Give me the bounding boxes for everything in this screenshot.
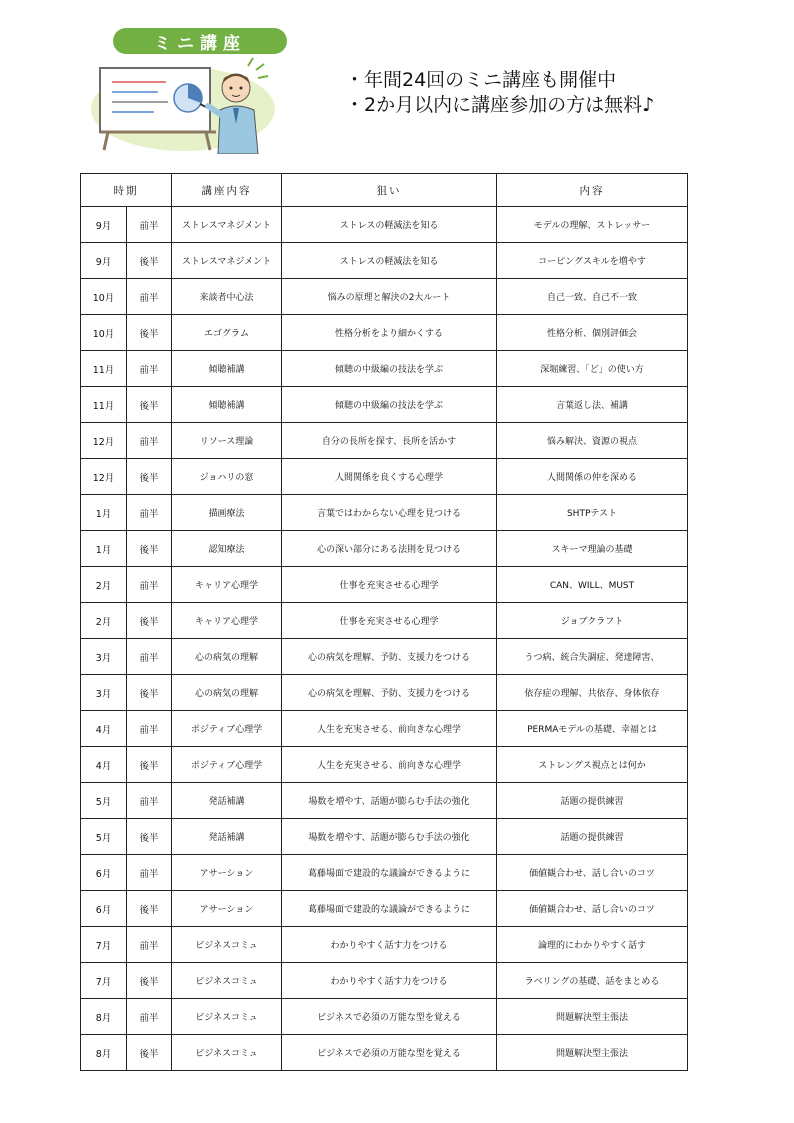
content-cell: ジョブクラフト bbox=[497, 603, 688, 639]
course-cell: ビジネスコミュ bbox=[172, 1035, 282, 1071]
half-cell: 前半 bbox=[127, 495, 172, 531]
table-row bbox=[81, 999, 688, 1035]
half-cell: 後半 bbox=[127, 819, 172, 855]
half-cell: 後半 bbox=[127, 603, 172, 639]
notice-line-annual: ・年間24回のミニ講座も開催中 bbox=[345, 69, 617, 91]
aim-cell: 葛藤場面で建設的な議論ができるように bbox=[282, 891, 497, 927]
month-cell: 4月 bbox=[81, 747, 127, 783]
month-cell: 2月 bbox=[81, 567, 127, 603]
course-cell: 来談者中心法 bbox=[172, 279, 282, 315]
course-cell: 心の病気の理解 bbox=[172, 639, 282, 675]
table-row bbox=[81, 639, 688, 675]
notice-line-free: ・2か月以内に講座参加の方は無料♪ bbox=[345, 94, 655, 116]
half-cell: 前半 bbox=[127, 711, 172, 747]
course-cell: 発話補講 bbox=[172, 819, 282, 855]
course-cell: ポジティブ心理学 bbox=[172, 711, 282, 747]
table-row bbox=[81, 243, 688, 279]
course-cell: ポジティブ心理学 bbox=[172, 747, 282, 783]
aim-cell: 傾聴の中級編の技法を学ぶ bbox=[282, 351, 497, 387]
half-cell: 後半 bbox=[127, 459, 172, 495]
aim-cell: 仕事を充実させる心理学 bbox=[282, 567, 497, 603]
content-cell: ラベリングの基礎、話をまとめる bbox=[497, 963, 688, 999]
content-cell: 話題の提供練習 bbox=[497, 819, 688, 855]
month-cell: 10月 bbox=[81, 315, 127, 351]
content-cell: スキーマ理論の基礎 bbox=[497, 531, 688, 567]
month-cell: 7月 bbox=[81, 927, 127, 963]
aim-cell: 仕事を充実させる心理学 bbox=[282, 603, 497, 639]
course-cell: 発話補講 bbox=[172, 783, 282, 819]
table-row bbox=[81, 603, 688, 639]
table-row bbox=[81, 279, 688, 315]
table-row bbox=[81, 567, 688, 603]
month-cell: 10月 bbox=[81, 279, 127, 315]
half-cell: 前半 bbox=[127, 567, 172, 603]
aim-cell: 悩みの原理と解決の2大ルート bbox=[282, 279, 497, 315]
content-cell: モデルの理解、ストレッサー bbox=[497, 207, 688, 243]
aim-cell: 言葉ではわからない心理を見つける bbox=[282, 495, 497, 531]
month-cell: 9月 bbox=[81, 243, 127, 279]
content-cell: ストレングス視点とは何か bbox=[497, 747, 688, 783]
aim-cell: 場数を増やす、話題が膨らむ手法の強化 bbox=[282, 783, 497, 819]
aim-cell: ストレスの軽減法を知る bbox=[282, 243, 497, 279]
half-cell: 前半 bbox=[127, 927, 172, 963]
content-cell: PERMAモデルの基礎、幸福とは bbox=[497, 711, 688, 747]
course-cell: 心の病気の理解 bbox=[172, 675, 282, 711]
half-cell: 後半 bbox=[127, 531, 172, 567]
aim-cell: 場数を増やす、話題が膨らむ手法の強化 bbox=[282, 819, 497, 855]
content-cell: 問題解決型主張法 bbox=[497, 1035, 688, 1071]
course-cell: 傾聴補講 bbox=[172, 351, 282, 387]
content-cell: 依存症の理解、共依存、身体依存 bbox=[497, 675, 688, 711]
aim-cell: 性格分析をより細かくする bbox=[282, 315, 497, 351]
half-cell: 後半 bbox=[127, 315, 172, 351]
aim-cell: 心の病気を理解、予防、支援力をつける bbox=[282, 675, 497, 711]
content-cell: 問題解決型主張法 bbox=[497, 999, 688, 1035]
month-cell: 11月 bbox=[81, 387, 127, 423]
table-row bbox=[81, 351, 688, 387]
table-row bbox=[81, 819, 688, 855]
half-cell: 前半 bbox=[127, 207, 172, 243]
course-cell: アサーション bbox=[172, 855, 282, 891]
month-cell: 5月 bbox=[81, 783, 127, 819]
content-cell: 人間関係の仲を深める bbox=[497, 459, 688, 495]
course-cell: ビジネスコミュ bbox=[172, 927, 282, 963]
half-cell: 後半 bbox=[127, 243, 172, 279]
aim-cell: ビジネスで必須の万能な型を覚える bbox=[282, 999, 497, 1035]
mini-lecture-badge bbox=[113, 28, 287, 54]
table-row bbox=[81, 531, 688, 567]
aim-cell: 心の病気を理解、予防、支援力をつける bbox=[282, 639, 497, 675]
content-cell: SHTPテスト bbox=[497, 495, 688, 531]
course-cell: ビジネスコミュ bbox=[172, 963, 282, 999]
table-row bbox=[81, 387, 688, 423]
lecture-schedule-table bbox=[80, 173, 688, 1071]
half-cell: 後半 bbox=[127, 747, 172, 783]
header-period: 時期 bbox=[81, 174, 172, 207]
table-row bbox=[81, 459, 688, 495]
table-row bbox=[81, 207, 688, 243]
content-cell: 言葉返し法、補講 bbox=[497, 387, 688, 423]
content-cell: うつ病、統合失調症、発達障害、 bbox=[497, 639, 688, 675]
month-cell: 7月 bbox=[81, 963, 127, 999]
content-cell: 性格分析、個別評価会 bbox=[497, 315, 688, 351]
content-cell: 価値観合わせ、話し合いのコツ bbox=[497, 855, 688, 891]
course-cell: ジョハリの窓 bbox=[172, 459, 282, 495]
content-cell: 悩み解決、資源の視点 bbox=[497, 423, 688, 459]
month-cell: 6月 bbox=[81, 891, 127, 927]
half-cell: 前半 bbox=[127, 855, 172, 891]
half-cell: 後半 bbox=[127, 387, 172, 423]
course-cell: 認知療法 bbox=[172, 531, 282, 567]
half-cell: 前半 bbox=[127, 351, 172, 387]
month-cell: 5月 bbox=[81, 819, 127, 855]
table-row bbox=[81, 747, 688, 783]
course-cell: 描画療法 bbox=[172, 495, 282, 531]
month-cell: 12月 bbox=[81, 459, 127, 495]
half-cell: 後半 bbox=[127, 1035, 172, 1071]
course-cell: アサーション bbox=[172, 891, 282, 927]
course-cell: ストレスマネジメント bbox=[172, 207, 282, 243]
course-cell: 傾聴補講 bbox=[172, 387, 282, 423]
table-row bbox=[81, 783, 688, 819]
table-row bbox=[81, 711, 688, 747]
aim-cell: ビジネスで必須の万能な型を覚える bbox=[282, 1035, 497, 1071]
content-cell: 価値観合わせ、話し合いのコツ bbox=[497, 891, 688, 927]
half-cell: 後半 bbox=[127, 891, 172, 927]
course-cell: リソース理論 bbox=[172, 423, 282, 459]
course-cell: キャリア心理学 bbox=[172, 603, 282, 639]
content-cell: 深堀練習、「ど」の使い方 bbox=[497, 351, 688, 387]
content-cell: コーピングスキルを増やす bbox=[497, 243, 688, 279]
aim-cell: 人間関係を良くする心理学 bbox=[282, 459, 497, 495]
aim-cell: 傾聴の中級編の技法を学ぶ bbox=[282, 387, 497, 423]
aim-cell: わかりやすく話す力をつける bbox=[282, 963, 497, 999]
table-row bbox=[81, 423, 688, 459]
header-course: 講座内容 bbox=[172, 174, 282, 207]
aim-cell: ストレスの軽減法を知る bbox=[282, 207, 497, 243]
month-cell: 1月 bbox=[81, 495, 127, 531]
aim-cell: 心の深い部分にある法則を見つける bbox=[282, 531, 497, 567]
table-row bbox=[81, 315, 688, 351]
half-cell: 前半 bbox=[127, 423, 172, 459]
content-cell: CAN、WILL、MUST bbox=[497, 567, 688, 603]
aim-cell: 人生を充実させる、前向きな心理学 bbox=[282, 711, 497, 747]
aim-cell: 自分の長所を探す、長所を活かす bbox=[282, 423, 497, 459]
table-row bbox=[81, 963, 688, 999]
course-cell: ビジネスコミュ bbox=[172, 999, 282, 1035]
lecturer-at-whiteboard-icon bbox=[88, 54, 288, 154]
table-row bbox=[81, 1035, 688, 1071]
header-content: 内容 bbox=[497, 174, 688, 207]
month-cell: 1月 bbox=[81, 531, 127, 567]
month-cell: 8月 bbox=[81, 1035, 127, 1071]
content-cell: 話題の提供練習 bbox=[497, 783, 688, 819]
course-cell: ストレスマネジメント bbox=[172, 243, 282, 279]
notice-text bbox=[345, 68, 654, 118]
month-cell: 3月 bbox=[81, 639, 127, 675]
table-row bbox=[81, 675, 688, 711]
month-cell: 3月 bbox=[81, 675, 127, 711]
half-cell: 前半 bbox=[127, 639, 172, 675]
course-cell: エゴグラム bbox=[172, 315, 282, 351]
table-row bbox=[81, 891, 688, 927]
month-cell: 11月 bbox=[81, 351, 127, 387]
course-cell: キャリア心理学 bbox=[172, 567, 282, 603]
content-cell: 論理的にわかりやすく話す bbox=[497, 927, 688, 963]
table-row bbox=[81, 927, 688, 963]
half-cell: 後半 bbox=[127, 675, 172, 711]
half-cell: 前半 bbox=[127, 999, 172, 1035]
month-cell: 12月 bbox=[81, 423, 127, 459]
table-row bbox=[81, 495, 688, 531]
month-cell: 9月 bbox=[81, 207, 127, 243]
badge-label: ミニ講座 bbox=[154, 33, 246, 54]
half-cell: 前半 bbox=[127, 279, 172, 315]
aim-cell: 葛藤場面で建設的な議論ができるように bbox=[282, 855, 497, 891]
table-header-row bbox=[81, 174, 688, 207]
month-cell: 2月 bbox=[81, 603, 127, 639]
aim-cell: 人生を充実させる、前向きな心理学 bbox=[282, 747, 497, 783]
month-cell: 4月 bbox=[81, 711, 127, 747]
month-cell: 6月 bbox=[81, 855, 127, 891]
table-row bbox=[81, 855, 688, 891]
header-aim: 狙い bbox=[282, 174, 497, 207]
aim-cell: わかりやすく話す力をつける bbox=[282, 927, 497, 963]
half-cell: 後半 bbox=[127, 963, 172, 999]
month-cell: 8月 bbox=[81, 999, 127, 1035]
content-cell: 自己一致、自己不一致 bbox=[497, 279, 688, 315]
half-cell: 前半 bbox=[127, 783, 172, 819]
